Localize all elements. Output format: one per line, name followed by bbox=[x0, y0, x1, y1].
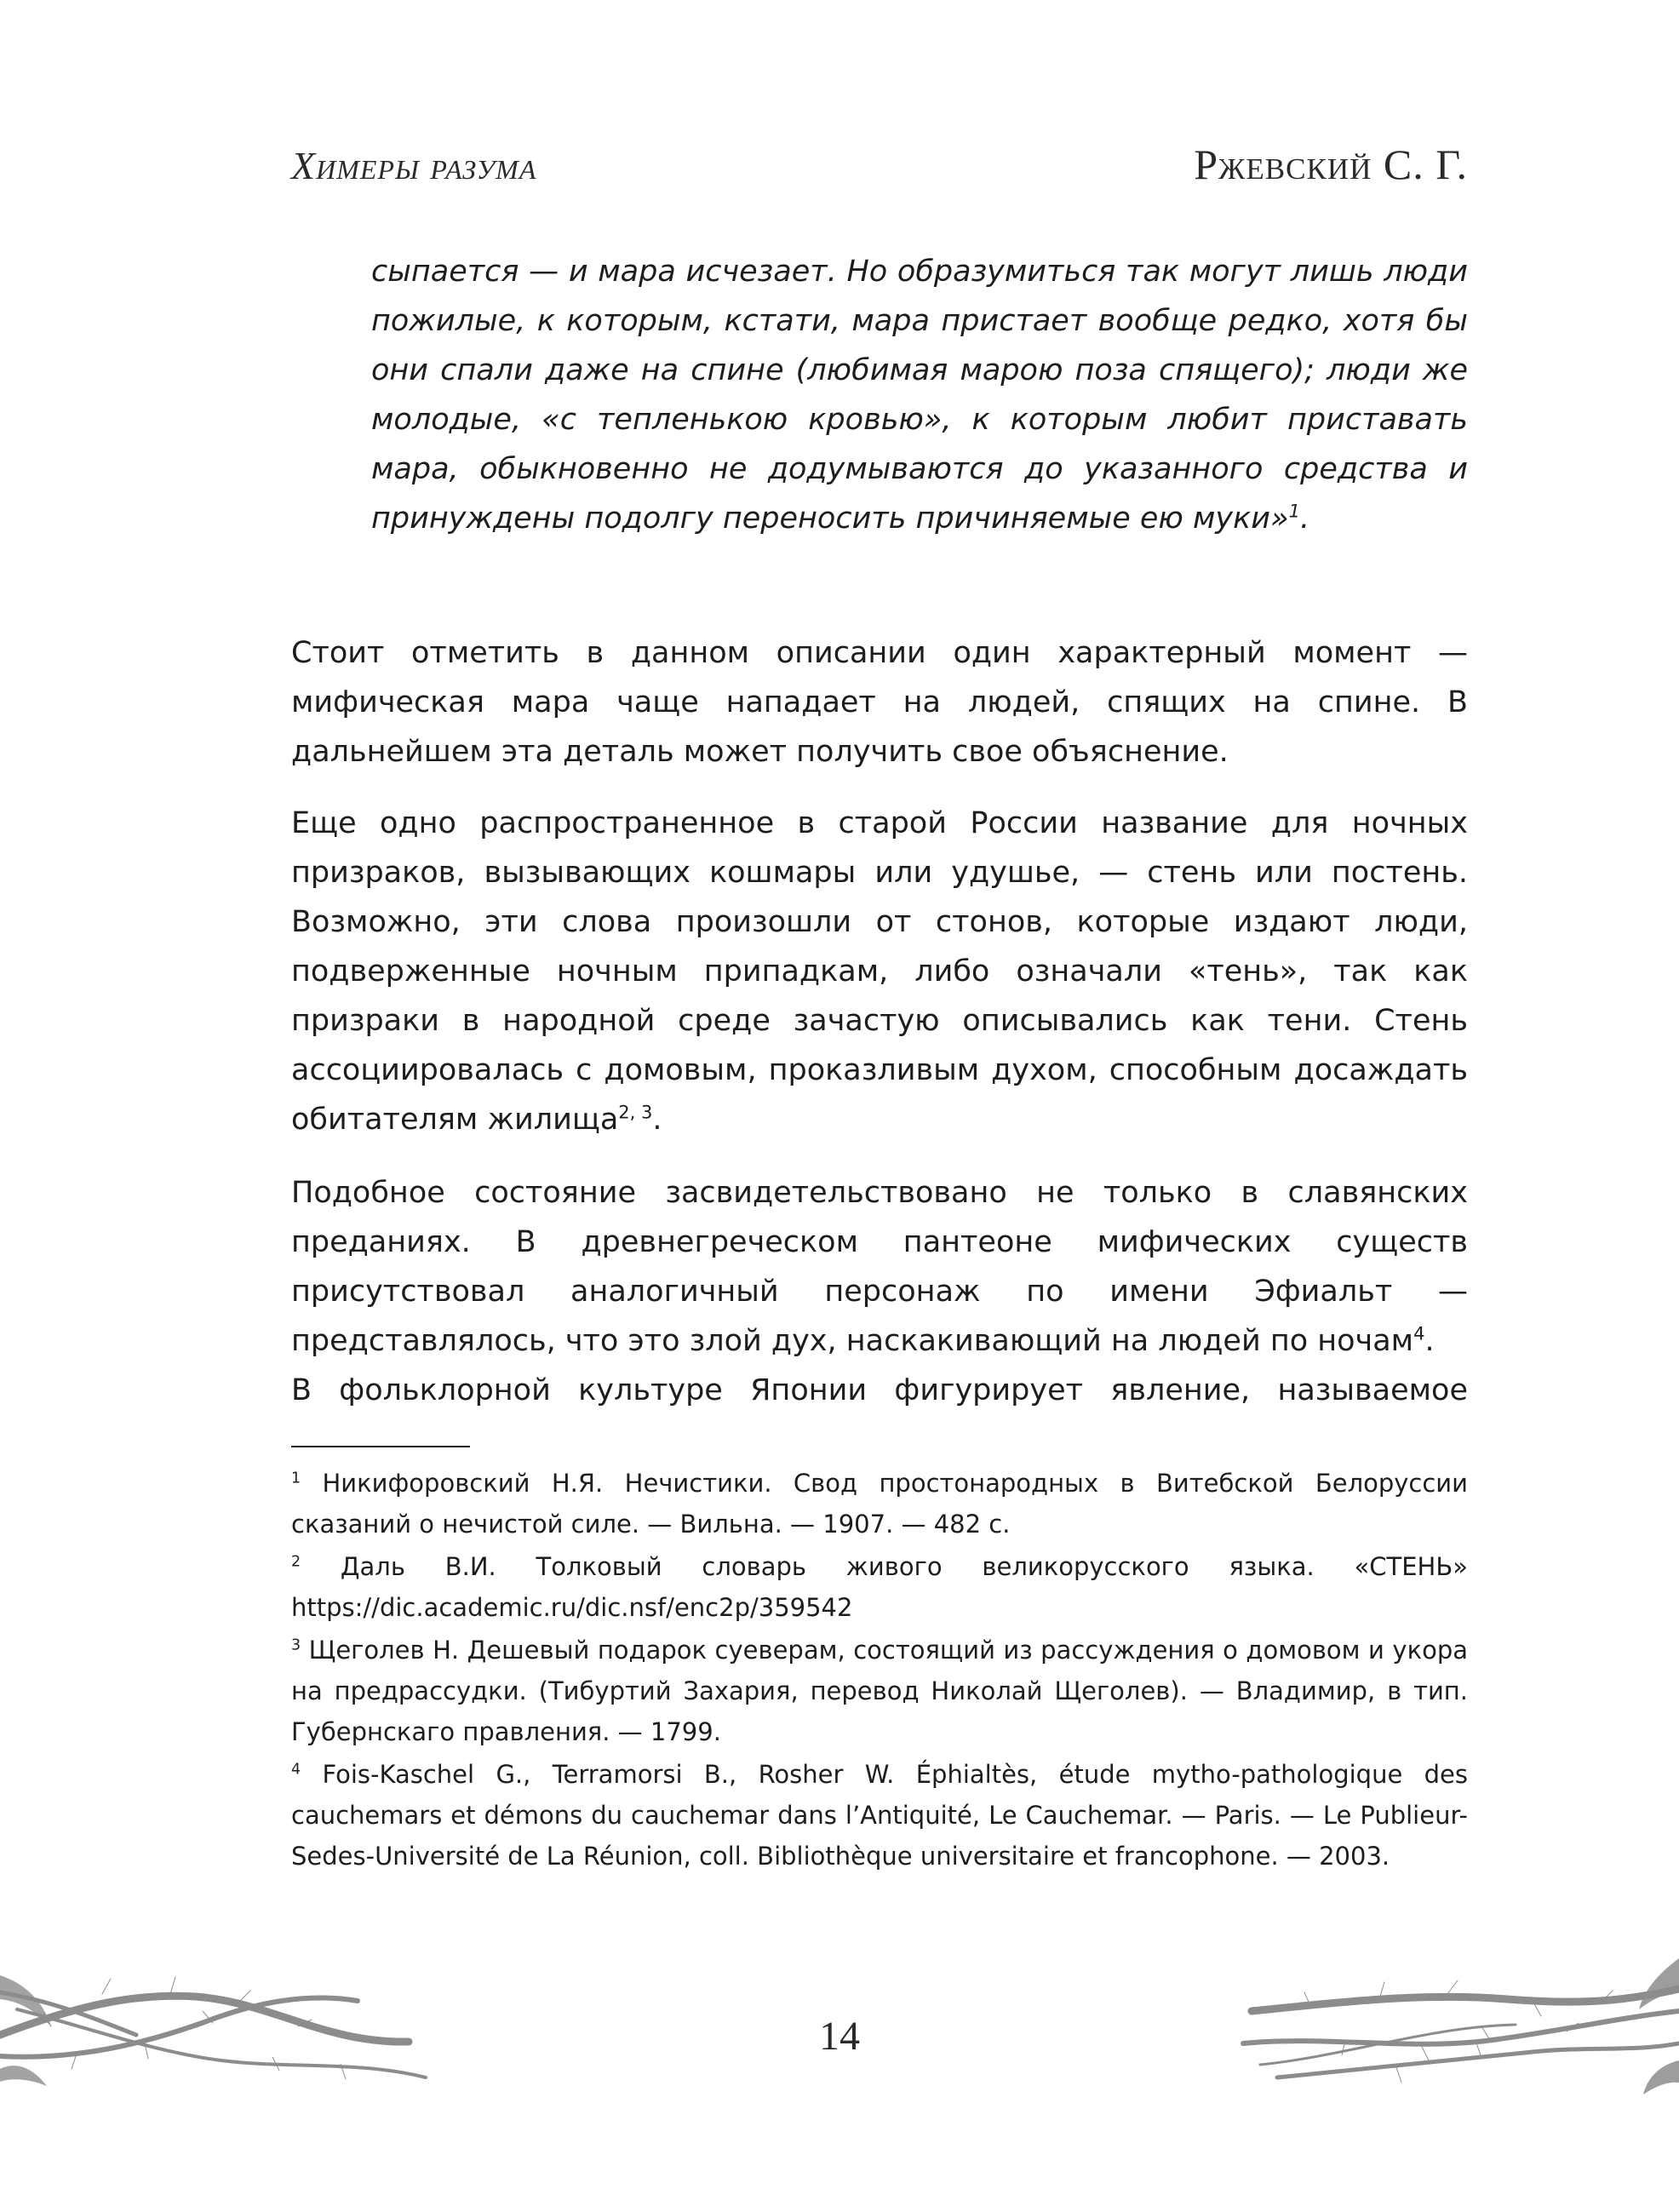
footnote-number: 2 bbox=[291, 1553, 301, 1571]
footnote-text: Даль В.И. Толковый словарь живого великорусского языка. «СТЕНЬ» https://dic.academic.ru/dic.nsf/enc2p/359542 bbox=[291, 1552, 1468, 1622]
page-number: 14 bbox=[819, 2014, 860, 2059]
footnotes bbox=[291, 1463, 1468, 1878]
footnote-text: Щеголев Н. Дешевый подарок суеверам, состоящий из рассуждения о домовом и укора на предрассудки. (Тибуртий Захария, перевод Николай Щеголев). — Владимир, в тип. Губернскаго правления. — 1799. bbox=[291, 1636, 1469, 1746]
footnote-text: Fois-Kaschel G., Terramorsi B., Rosher W. Éphialtès, étude mytho-pathologique des cauchemars et démons du cauchemar dans l’Antiquité, Le Cauchemar. — Paris. — Le Publieur-Sedes-Université de La Réunion, coll. Bibliothèque universitaire et francophone. — 2003. bbox=[291, 1760, 1469, 1871]
footnote-2 bbox=[291, 1546, 1468, 1628]
paragraph-2 bbox=[291, 799, 1468, 1144]
footnote-number: 4 bbox=[291, 1761, 301, 1779]
paragraph-4: В фольклорной культуре Японии фигурирует явление, называемое bbox=[291, 1373, 1468, 1407]
paragraph-3-footnote-ref[interactable]: 4 bbox=[1413, 1323, 1425, 1344]
footnote-1 bbox=[291, 1463, 1468, 1544]
footnote-number: 3 bbox=[291, 1636, 301, 1654]
footnote-text: Никифоровский Н.Я. Нечистики. Свод простонародных в Витебской Белоруссии сказаний о нечистой силе. — Вильна. — 1907. — 482 с. bbox=[291, 1469, 1468, 1539]
quote-footnote-ref[interactable]: 1 bbox=[1288, 501, 1300, 522]
paragraph-1: Стоит отметить в данном описании один характерный момент — мифическая мара чаще нападает на людей, спящих на спине. В дальнейшем эта деталь может получить свое объяснение. bbox=[291, 636, 1468, 769]
running-header-author: Ржевский С. Г. bbox=[1194, 140, 1468, 188]
footnote-3 bbox=[291, 1630, 1468, 1752]
running-header-title: Химеры разума bbox=[291, 144, 537, 187]
block-quote bbox=[371, 247, 1468, 543]
quote-text: сыпается — и мара исчезает. Но образумиться так могут лишь люди пожилые, к которым, кстати, мара пристает вообще редко, хотя бы они спали даже на спине (любимая марою поза спящего); люди же молодые, «с тепленькою кровью», к которым любит приставать мара, обыкновенно не додумываются до указанного средства и принуждены подолгу переносить причиняемые ею муки» bbox=[371, 255, 1468, 536]
footnote-4 bbox=[291, 1754, 1468, 1877]
paragraph-2-end: . bbox=[652, 1103, 662, 1137]
footnote-divider bbox=[291, 1446, 470, 1447]
quote-end: . bbox=[1300, 501, 1310, 536]
footnote-number: 1 bbox=[291, 1470, 301, 1487]
paragraph-2-footnote-ref[interactable]: 2, 3 bbox=[618, 1102, 653, 1123]
paragraph-3-text: Подобное состояние засвидетельствовано не только в славянских преданиях. В древнегреческом пантеоне мифических существ присутствовал аналогичный персонаж по имени Эфиальт — представлялось, что это злой дух, наскакивающий на людей по ночам bbox=[291, 1176, 1468, 1358]
paragraph-2-text: Еще одно распространенное в старой России название для ночных призраков, вызывающих кошмары или удушье, — стень или постень. Возможно, эти слова произошли от стонов, которые издают люди, подверженные ночным припадкам, либо означали «тень», так как призраки в народной среде зачастую описывались как тени. Стень ассоциировалась с домовым, проказливым духом, способным досаждать обитателям жилища bbox=[291, 806, 1468, 1137]
paragraph-3-end: . bbox=[1424, 1324, 1435, 1358]
paragraph-3 bbox=[291, 1168, 1468, 1366]
